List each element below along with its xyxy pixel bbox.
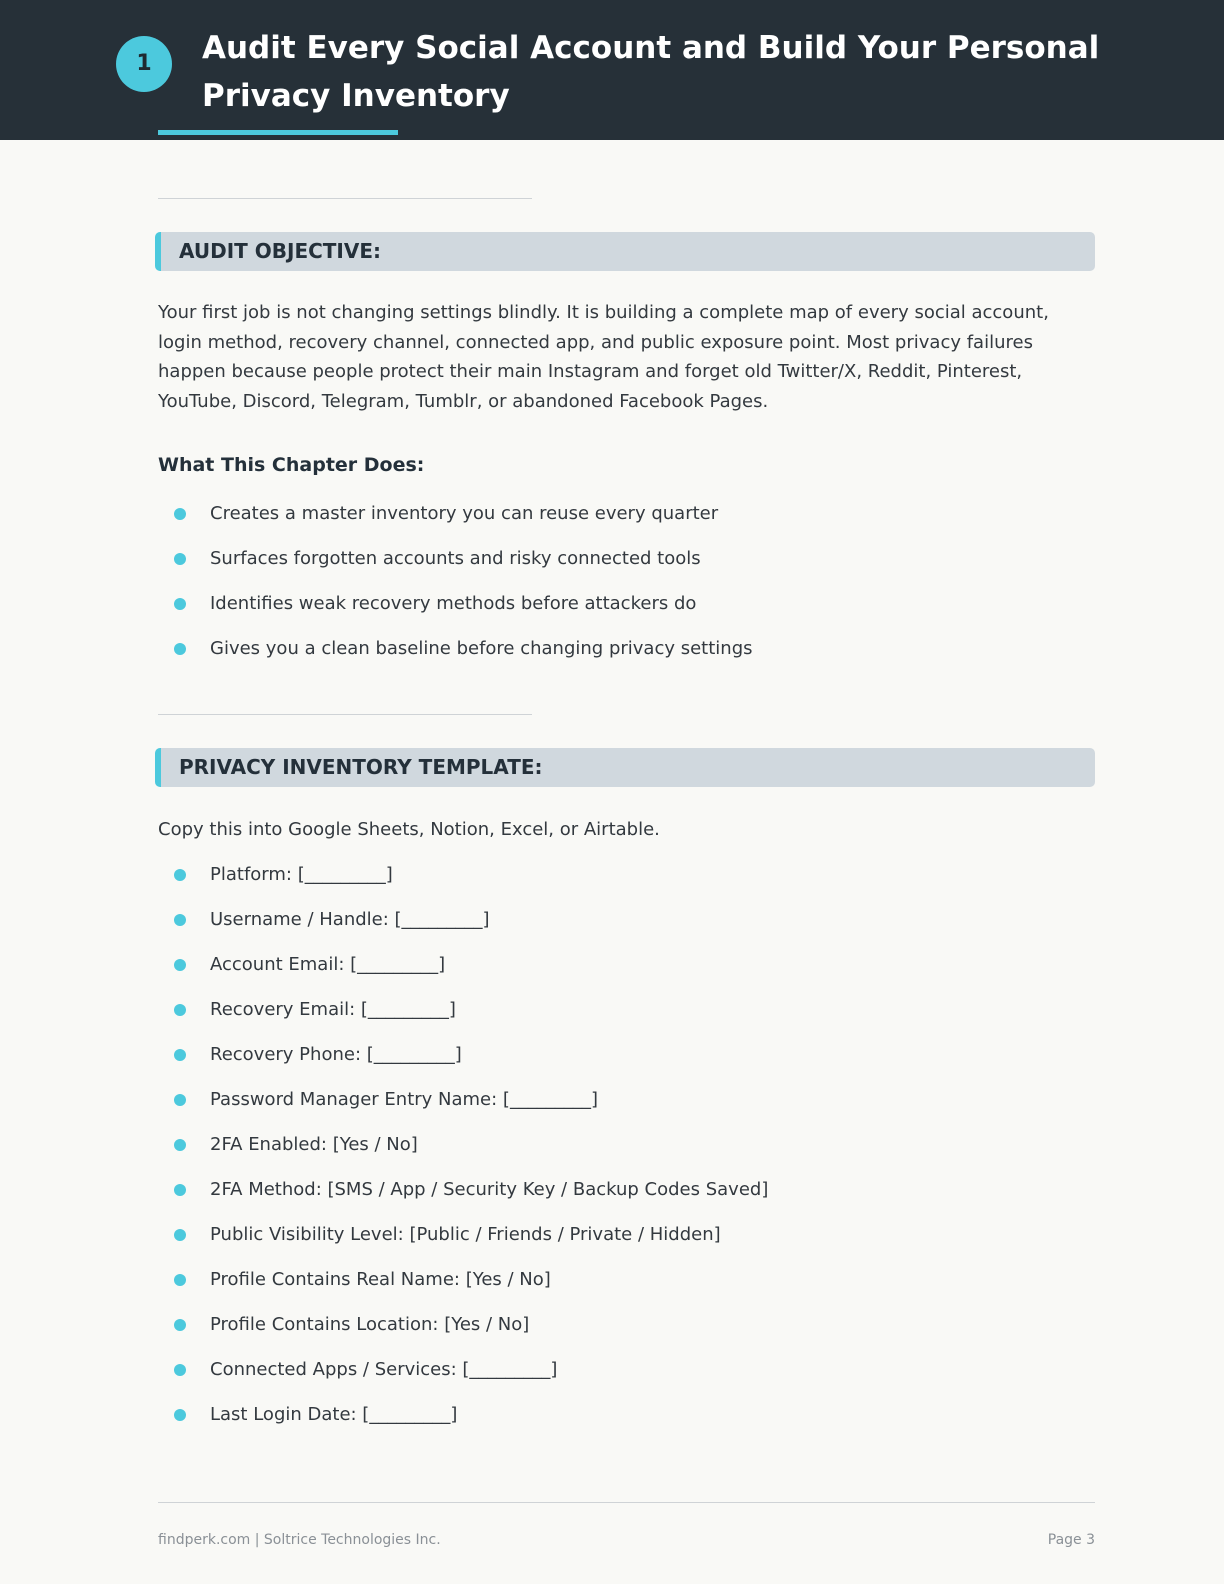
- audit-objective-body: Your first job is not changing settings blindly. It is building a complete map of every social account, login method, recovery channel, connected app, and public exposure point. Most privacy failures happen because people protect their main Instagram and forget old Twitter/X, Reddit, Pinterest, YouTube, Discord, Telegram, Tumblr, or abandoned Facebook Pages.: [158, 302, 1049, 412]
- audit-objective-heading: AUDIT OBJECTIVE:: [155, 232, 1095, 271]
- inventory-field-list: [172, 864, 768, 1449]
- list-item: Recovery Email: [_________]: [172, 999, 768, 1044]
- bullet-dot-icon: [174, 508, 186, 520]
- list-item: Gives you a clean baseline before changing privacy settings: [172, 638, 753, 683]
- bullet-dot-icon: [174, 1184, 186, 1196]
- bullet-dot-icon: [174, 598, 186, 610]
- list-item: Last Login Date: [_________]: [172, 1404, 768, 1449]
- bullet-dot-icon: [174, 1004, 186, 1016]
- bullet-dot-icon: [174, 1319, 186, 1331]
- header-accent-underline: [158, 130, 398, 135]
- footer-publisher: findperk.com | Soltrice Technologies Inc.: [158, 1532, 441, 1548]
- inventory-template-heading: PRIVACY INVENTORY TEMPLATE:: [155, 748, 1095, 787]
- chapter-title: Audit Every Social Account and Build Your Personal Privacy Inventory: [202, 30, 1100, 114]
- bullet-dot-icon: [174, 1364, 186, 1376]
- list-item: 2FA Method: [SMS / App / Security Key / Backup Codes Saved]: [172, 1179, 768, 1224]
- footer-page-number: Page 3: [1047, 1532, 1095, 1548]
- list-item: Recovery Phone: [_________]: [172, 1044, 768, 1089]
- bullet-dot-icon: [174, 1229, 186, 1241]
- bullet-dot-icon: [174, 1094, 186, 1106]
- list-item: Creates a master inventory you can reuse every quarter: [172, 503, 753, 548]
- chapter-header: [0, 0, 1224, 140]
- bullet-dot-icon: [174, 959, 186, 971]
- list-item: Account Email: [_________]: [172, 954, 768, 999]
- list-item: 2FA Enabled: [Yes / No]: [172, 1134, 768, 1179]
- inventory-template-intro: Copy this into Google Sheets, Notion, Excel, or Airtable.: [158, 819, 660, 840]
- list-item: Username / Handle: [_________]: [172, 909, 768, 954]
- list-item: Profile Contains Real Name: [Yes / No]: [172, 1269, 768, 1314]
- list-item: Password Manager Entry Name: [_________]: [172, 1089, 768, 1134]
- list-item: Profile Contains Location: [Yes / No]: [172, 1314, 768, 1359]
- bullet-dot-icon: [174, 869, 186, 881]
- bullet-dot-icon: [174, 1409, 186, 1421]
- list-item: Platform: [_________]: [172, 864, 768, 909]
- bullet-dot-icon: [174, 1139, 186, 1151]
- section-divider: [158, 198, 532, 199]
- chapter-does-list: [172, 503, 753, 683]
- chapter-number-badge: 1: [116, 36, 172, 92]
- bullet-dot-icon: [174, 1274, 186, 1286]
- footer-divider: [158, 1502, 1095, 1503]
- bullet-dot-icon: [174, 914, 186, 926]
- list-item: Public Visibility Level: [Public / Friends / Private / Hidden]: [172, 1224, 768, 1269]
- list-item: Connected Apps / Services: [_________]: [172, 1359, 768, 1404]
- bullet-dot-icon: [174, 1049, 186, 1061]
- section-divider: [158, 714, 532, 715]
- bullet-dot-icon: [174, 643, 186, 655]
- list-item: Surfaces forgotten accounts and risky connected tools: [172, 548, 753, 593]
- list-item: Identifies weak recovery methods before attackers do: [172, 593, 753, 638]
- chapter-does-subheading: What This Chapter Does:: [158, 454, 425, 476]
- bullet-dot-icon: [174, 553, 186, 565]
